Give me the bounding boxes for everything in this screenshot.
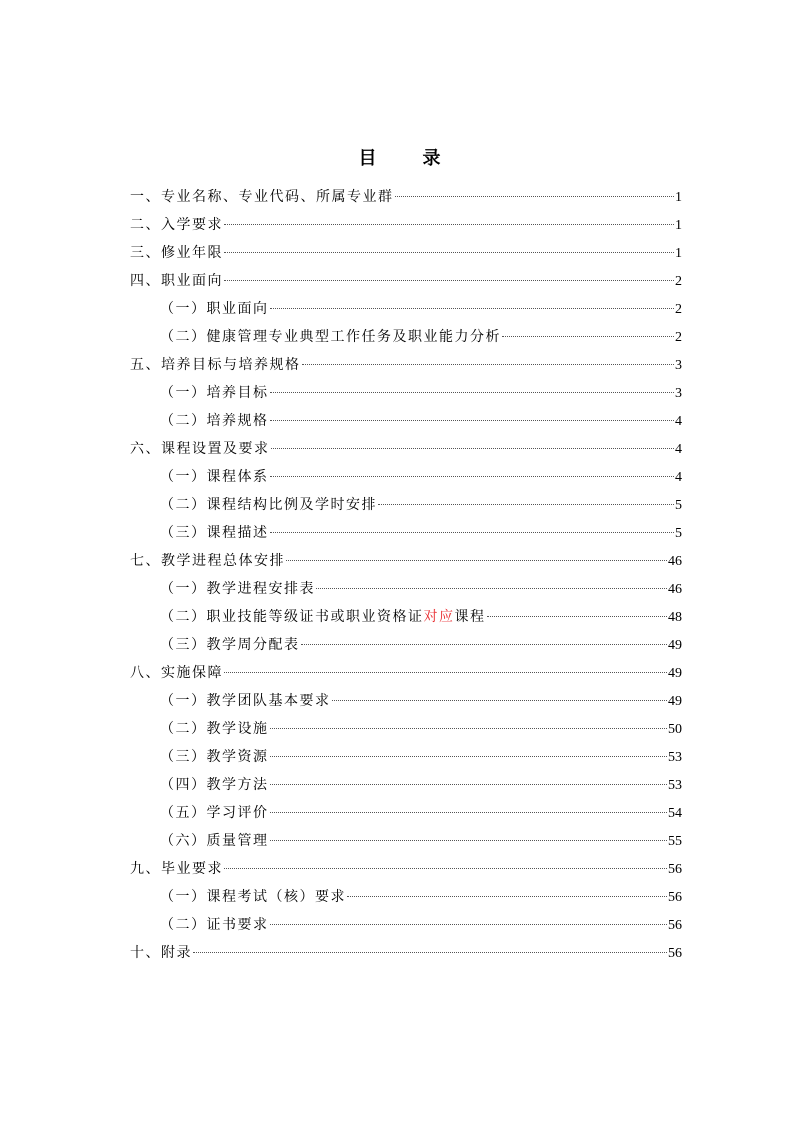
toc-dot-leader bbox=[270, 812, 668, 813]
toc-subsection-entry[interactable] bbox=[130, 379, 682, 407]
toc-subsection-entry[interactable] bbox=[130, 491, 682, 519]
toc-subsection-entry[interactable] bbox=[130, 575, 682, 603]
toc-page-number: 46 bbox=[668, 554, 682, 569]
toc-entry-text: （四）教学方法 bbox=[160, 777, 269, 793]
toc-entry-text: （二）健康管理专业典型工作任务及职业能力分析 bbox=[160, 329, 501, 345]
toc-page-number: 2 bbox=[675, 274, 682, 289]
toc-subsection-entry[interactable] bbox=[130, 463, 682, 491]
toc-dot-leader bbox=[270, 784, 668, 785]
toc-dot-leader bbox=[301, 644, 668, 645]
toc-section-entry[interactable] bbox=[130, 659, 682, 687]
toc-dot-leader bbox=[270, 392, 675, 393]
toc-page-number: 1 bbox=[675, 190, 682, 205]
toc-entry-text: 十、附录 bbox=[130, 945, 192, 961]
toc-entry-text: （一）教学团队基本要求 bbox=[160, 693, 331, 709]
toc-section-entry[interactable] bbox=[130, 211, 682, 239]
toc-title: 目 录 bbox=[358, 148, 455, 169]
toc-page-number: 4 bbox=[675, 414, 682, 429]
toc-dot-leader bbox=[270, 756, 668, 757]
toc-entry-text: 四、职业面向 bbox=[130, 273, 223, 289]
toc-section-entry[interactable] bbox=[130, 435, 682, 463]
toc-page-number: 55 bbox=[668, 834, 682, 849]
toc-entry-text: （一）课程体系 bbox=[160, 469, 269, 485]
toc-entry-text: （三）教学资源 bbox=[160, 749, 269, 765]
toc-entry-text-part: 课程 bbox=[454, 609, 486, 625]
toc-entry-text: 六、课程设置及要求 bbox=[130, 441, 270, 457]
toc-subsection-entry[interactable] bbox=[130, 687, 682, 715]
toc-subsection-entry[interactable] bbox=[130, 771, 682, 799]
toc-dot-leader bbox=[270, 728, 668, 729]
toc-subsection-entry[interactable] bbox=[130, 911, 682, 939]
toc-entry-text: （二）培养规格 bbox=[160, 413, 269, 429]
toc-subsection-entry[interactable] bbox=[130, 631, 682, 659]
toc-entry-text: 三、修业年限 bbox=[130, 245, 223, 261]
toc-dot-leader bbox=[271, 448, 675, 449]
toc-entry-text: （二）课程结构比例及学时安排 bbox=[160, 497, 377, 513]
toc-entry-text: （五）学习评价 bbox=[160, 805, 269, 821]
toc-page-number: 46 bbox=[668, 582, 682, 597]
toc-page-number: 53 bbox=[668, 750, 682, 765]
toc-dot-leader bbox=[270, 476, 675, 477]
toc-dot-leader bbox=[487, 616, 668, 617]
toc-page-number: 2 bbox=[675, 302, 682, 317]
toc-page-number: 50 bbox=[668, 722, 682, 737]
toc-section-entry[interactable] bbox=[130, 547, 682, 575]
toc-page-number: 56 bbox=[668, 918, 682, 933]
toc-dot-leader bbox=[502, 336, 674, 337]
toc-subsection-entry[interactable] bbox=[130, 519, 682, 547]
toc-subsection-entry[interactable] bbox=[130, 603, 682, 631]
toc-dot-leader bbox=[193, 952, 667, 953]
toc-subsection-entry[interactable] bbox=[130, 407, 682, 435]
toc-entry-text: （二）证书要求 bbox=[160, 917, 269, 933]
toc-page-number: 56 bbox=[668, 862, 682, 877]
toc-dot-leader bbox=[270, 532, 675, 533]
toc-page-number: 48 bbox=[668, 610, 682, 625]
toc-page-number: 4 bbox=[675, 442, 682, 457]
toc-dot-leader bbox=[270, 924, 668, 925]
toc-entry-text: 二、入学要求 bbox=[130, 217, 223, 233]
toc-subsection-entry[interactable] bbox=[130, 323, 682, 351]
toc-page-number: 5 bbox=[675, 498, 682, 513]
toc-dot-leader bbox=[286, 560, 667, 561]
toc-page-number: 1 bbox=[675, 246, 682, 261]
toc-section-entry[interactable] bbox=[130, 855, 682, 883]
toc-entry-text: 八、实施保障 bbox=[130, 665, 223, 681]
table-of-contents bbox=[130, 183, 682, 967]
toc-page-number: 54 bbox=[668, 806, 682, 821]
toc-page-number: 49 bbox=[668, 638, 682, 653]
toc-entry-text: 九、毕业要求 bbox=[130, 861, 223, 877]
toc-page-number: 2 bbox=[675, 330, 682, 345]
toc-page-number: 56 bbox=[668, 946, 682, 961]
toc-section-entry[interactable] bbox=[130, 939, 682, 967]
toc-entry-text: 五、培养目标与培养规格 bbox=[130, 357, 301, 373]
toc-entry-text: （三）课程描述 bbox=[160, 525, 269, 541]
toc-page-number: 3 bbox=[675, 386, 682, 401]
toc-entry-text: 一、专业名称、专业代码、所属专业群 bbox=[130, 189, 394, 205]
toc-dot-leader bbox=[270, 420, 675, 421]
toc-subsection-entry[interactable] bbox=[130, 827, 682, 855]
toc-dot-leader bbox=[224, 224, 674, 225]
toc-section-entry[interactable] bbox=[130, 267, 682, 295]
toc-page-number: 3 bbox=[675, 358, 682, 373]
toc-section-entry[interactable] bbox=[130, 239, 682, 267]
toc-entry-text: （一）培养目标 bbox=[160, 385, 269, 401]
toc-section-entry[interactable] bbox=[130, 351, 682, 379]
toc-entry-text: （一）教学进程安排表 bbox=[160, 581, 315, 597]
toc-dot-leader bbox=[270, 308, 675, 309]
toc-dot-leader bbox=[224, 280, 674, 281]
toc-page-number: 4 bbox=[675, 470, 682, 485]
toc-dot-leader bbox=[224, 868, 667, 869]
toc-subsection-entry[interactable] bbox=[130, 295, 682, 323]
toc-page-number: 49 bbox=[668, 666, 682, 681]
toc-dot-leader bbox=[332, 700, 668, 701]
toc-dot-leader bbox=[395, 196, 675, 197]
toc-dot-leader bbox=[302, 364, 675, 365]
toc-dot-leader bbox=[316, 588, 667, 589]
toc-entry-text: （三）教学周分配表 bbox=[160, 637, 300, 653]
toc-dot-leader bbox=[378, 504, 674, 505]
toc-dot-leader bbox=[224, 252, 674, 253]
toc-entry-text: （一）课程考试（核）要求 bbox=[160, 889, 346, 905]
toc-page-number: 5 bbox=[675, 526, 682, 541]
toc-entry-text: （二）教学设施 bbox=[160, 721, 269, 737]
toc-entry-highlighted-text: 对应 bbox=[423, 609, 455, 625]
toc-dot-leader bbox=[270, 840, 668, 841]
toc-dot-leader bbox=[224, 672, 667, 673]
toc-entry-text: （一）职业面向 bbox=[160, 301, 269, 317]
toc-entry-text: （六）质量管理 bbox=[160, 833, 269, 849]
toc-page-number: 1 bbox=[675, 218, 682, 233]
toc-subsection-entry[interactable] bbox=[130, 715, 682, 743]
toc-subsection-entry[interactable] bbox=[130, 883, 682, 911]
toc-page-number: 53 bbox=[668, 778, 682, 793]
toc-entry-text bbox=[160, 603, 486, 631]
toc-page-number: 56 bbox=[668, 890, 682, 905]
toc-entry-text: 七、教学进程总体安排 bbox=[130, 553, 285, 569]
toc-section-entry[interactable] bbox=[130, 183, 682, 211]
toc-dot-leader bbox=[347, 896, 667, 897]
toc-page-number: 49 bbox=[668, 694, 682, 709]
toc-entry-text-part: （二）职业技能等级证书或职业资格证 bbox=[160, 609, 424, 625]
toc-subsection-entry[interactable] bbox=[130, 743, 682, 771]
toc-subsection-entry[interactable] bbox=[130, 799, 682, 827]
